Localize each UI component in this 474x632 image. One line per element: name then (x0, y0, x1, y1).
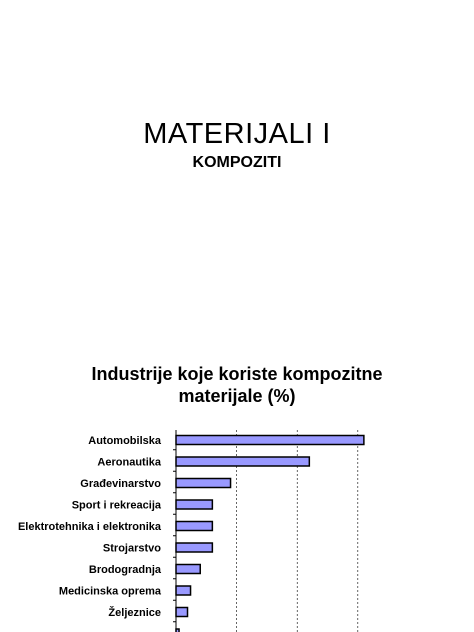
bar (176, 500, 212, 509)
category-label: Medicinska oprema (58, 585, 161, 598)
chart-title-line-1: Industrije koje koriste kompozitne (91, 364, 383, 384)
category-label: Brodogradnja (88, 564, 161, 576)
bar (176, 586, 191, 595)
slide-title: MATERIJALI I (143, 118, 331, 150)
category-label: Građevinarstvo (80, 478, 161, 490)
category-label: Strojarstvo (102, 542, 161, 555)
bar (176, 543, 212, 552)
category-label: Sport i rekreacija (71, 499, 161, 512)
bar (176, 479, 231, 488)
bar (176, 522, 212, 531)
bar (176, 457, 309, 466)
bar (176, 436, 364, 445)
category-label: Željeznice (108, 607, 161, 619)
bar (176, 608, 188, 617)
slide-subtitle: KOMPOZITI (192, 154, 282, 171)
category-label: Automobilska (88, 435, 161, 447)
category-label: Aeronautika (97, 456, 161, 469)
bar (176, 565, 200, 574)
category-label: Elektrotehnika i elektronika (17, 521, 161, 533)
chart-title-line-2: materijale (%) (178, 386, 296, 406)
